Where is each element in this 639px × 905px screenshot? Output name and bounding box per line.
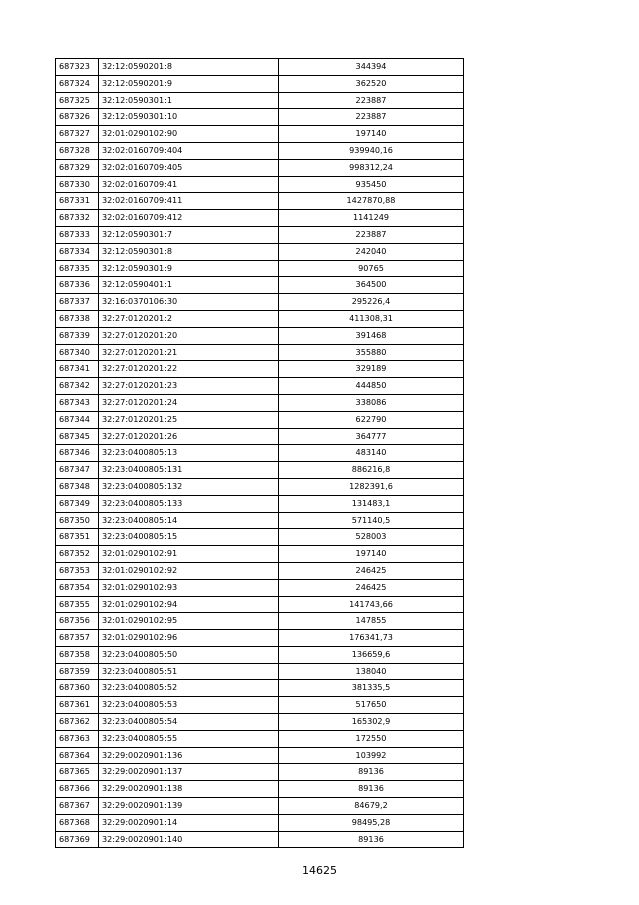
table-row	[56, 831, 464, 848]
cadastral-number-cell: 32:01:0290102:94	[99, 596, 279, 613]
cadastral-number-cell: 32:23:0400805:132	[99, 478, 279, 495]
row-id-cell: 687356	[56, 613, 99, 630]
row-id-cell: 687327	[56, 126, 99, 143]
value-cell: 338086	[279, 394, 464, 411]
row-id-cell: 687364	[56, 747, 99, 764]
row-id-cell: 687331	[56, 193, 99, 210]
value-cell: 242040	[279, 243, 464, 260]
cadastral-number-cell: 32:29:0020901:14	[99, 814, 279, 831]
table-row	[56, 512, 464, 529]
value-cell: 131483,1	[279, 495, 464, 512]
cadastral-number-cell: 32:23:0400805:131	[99, 462, 279, 479]
value-cell: 622790	[279, 411, 464, 428]
value-cell: 84679,2	[279, 798, 464, 815]
table-row	[56, 310, 464, 327]
row-id-cell: 687366	[56, 781, 99, 798]
value-cell: 197140	[279, 546, 464, 563]
cadastral-number-cell: 32:01:0290102:96	[99, 630, 279, 647]
table-row	[56, 226, 464, 243]
table-row	[56, 764, 464, 781]
cadastral-number-cell: 32:23:0400805:52	[99, 680, 279, 697]
table-body	[56, 59, 464, 848]
value-cell: 391468	[279, 327, 464, 344]
cadastral-number-cell: 32:27:0120201:21	[99, 344, 279, 361]
row-id-cell: 687344	[56, 411, 99, 428]
cadastral-number-cell: 32:23:0400805:55	[99, 730, 279, 747]
table-row	[56, 159, 464, 176]
table-row	[56, 378, 464, 395]
row-id-cell: 687350	[56, 512, 99, 529]
value-cell: 362520	[279, 75, 464, 92]
value-cell: 935450	[279, 176, 464, 193]
table-row	[56, 428, 464, 445]
value-cell: 197140	[279, 126, 464, 143]
value-cell: 355880	[279, 344, 464, 361]
table-row	[56, 243, 464, 260]
table-row	[56, 411, 464, 428]
table-row	[56, 747, 464, 764]
table-row	[56, 546, 464, 563]
value-cell: 1427870,88	[279, 193, 464, 210]
row-id-cell: 687349	[56, 495, 99, 512]
table-row	[56, 260, 464, 277]
row-id-cell: 687332	[56, 210, 99, 227]
cadastral-number-cell: 32:27:0120201:26	[99, 428, 279, 445]
table-row	[56, 193, 464, 210]
row-id-cell: 687365	[56, 764, 99, 781]
table-row	[56, 126, 464, 143]
row-id-cell: 687341	[56, 361, 99, 378]
value-cell: 103992	[279, 747, 464, 764]
cadastral-number-cell: 32:12:0590301:10	[99, 109, 279, 126]
table-row	[56, 59, 464, 76]
cadastral-number-cell: 32:23:0400805:133	[99, 495, 279, 512]
cadastral-number-cell: 32:12:0590201:8	[99, 59, 279, 76]
value-cell: 172550	[279, 730, 464, 747]
table-row	[56, 714, 464, 731]
value-cell: 141743,66	[279, 596, 464, 613]
row-id-cell: 687325	[56, 92, 99, 109]
row-id-cell: 687351	[56, 529, 99, 546]
cadastral-number-cell: 32:29:0020901:137	[99, 764, 279, 781]
row-id-cell: 687368	[56, 814, 99, 831]
row-id-cell: 687324	[56, 75, 99, 92]
row-id-cell: 687345	[56, 428, 99, 445]
cadastral-number-cell: 32:29:0020901:136	[99, 747, 279, 764]
cadastral-number-cell: 32:27:0120201:23	[99, 378, 279, 395]
row-id-cell: 687352	[56, 546, 99, 563]
cadastral-number-cell: 32:29:0020901:138	[99, 781, 279, 798]
table-row	[56, 529, 464, 546]
row-id-cell: 687347	[56, 462, 99, 479]
table-row	[56, 730, 464, 747]
cadastral-number-cell: 32:02:0160709:411	[99, 193, 279, 210]
value-cell: 295226,4	[279, 294, 464, 311]
table-row	[56, 495, 464, 512]
table-row	[56, 613, 464, 630]
value-cell: 364777	[279, 428, 464, 445]
value-cell: 939940,16	[279, 142, 464, 159]
row-id-cell: 687333	[56, 226, 99, 243]
value-cell: 528003	[279, 529, 464, 546]
table-row	[56, 579, 464, 596]
table-row	[56, 697, 464, 714]
table-row	[56, 478, 464, 495]
row-id-cell: 687360	[56, 680, 99, 697]
table-row	[56, 75, 464, 92]
cadastral-number-cell: 32:12:0590301:8	[99, 243, 279, 260]
cadastral-number-cell: 32:16:0370106:30	[99, 294, 279, 311]
cadastral-number-cell: 32:12:0590301:1	[99, 92, 279, 109]
value-cell: 223887	[279, 109, 464, 126]
value-cell: 138040	[279, 663, 464, 680]
cadastral-number-cell: 32:23:0400805:13	[99, 445, 279, 462]
value-cell: 483140	[279, 445, 464, 462]
value-cell: 176341,73	[279, 630, 464, 647]
cadastral-number-cell: 32:01:0290102:90	[99, 126, 279, 143]
cadastral-number-cell: 32:23:0400805:51	[99, 663, 279, 680]
row-id-cell: 687336	[56, 277, 99, 294]
row-id-cell: 687340	[56, 344, 99, 361]
table-row	[56, 663, 464, 680]
row-id-cell: 687361	[56, 697, 99, 714]
row-id-cell: 687348	[56, 478, 99, 495]
table-row	[56, 562, 464, 579]
row-id-cell: 687335	[56, 260, 99, 277]
cadastral-number-cell: 32:27:0120201:20	[99, 327, 279, 344]
value-cell: 364500	[279, 277, 464, 294]
row-id-cell: 687330	[56, 176, 99, 193]
value-cell: 98495,28	[279, 814, 464, 831]
row-id-cell: 687334	[56, 243, 99, 260]
row-id-cell: 687359	[56, 663, 99, 680]
row-id-cell: 687343	[56, 394, 99, 411]
cadastral-value-table	[55, 58, 464, 848]
table-row	[56, 394, 464, 411]
cadastral-number-cell: 32:27:0120201:22	[99, 361, 279, 378]
cadastral-number-cell: 32:27:0120201:24	[99, 394, 279, 411]
value-cell: 147855	[279, 613, 464, 630]
row-id-cell: 687355	[56, 596, 99, 613]
cadastral-number-cell: 32:12:0590301:7	[99, 226, 279, 243]
row-id-cell: 687328	[56, 142, 99, 159]
row-id-cell: 687339	[56, 327, 99, 344]
cadastral-number-cell: 32:01:0290102:92	[99, 562, 279, 579]
row-id-cell: 687326	[56, 109, 99, 126]
value-cell: 246425	[279, 562, 464, 579]
value-cell: 886216,8	[279, 462, 464, 479]
row-id-cell: 687369	[56, 831, 99, 848]
cadastral-number-cell: 32:29:0020901:139	[99, 798, 279, 815]
cadastral-number-cell: 32:12:0590201:9	[99, 75, 279, 92]
row-id-cell: 687357	[56, 630, 99, 647]
table-row	[56, 176, 464, 193]
row-id-cell: 687367	[56, 798, 99, 815]
table-row	[56, 630, 464, 647]
value-cell: 246425	[279, 579, 464, 596]
table-row	[56, 344, 464, 361]
table-row	[56, 798, 464, 815]
cadastral-number-cell: 32:23:0400805:15	[99, 529, 279, 546]
page-number: 14625	[302, 864, 337, 877]
value-cell: 89136	[279, 764, 464, 781]
cadastral-number-cell: 32:01:0290102:91	[99, 546, 279, 563]
row-id-cell: 687358	[56, 646, 99, 663]
cadastral-number-cell: 32:23:0400805:50	[99, 646, 279, 663]
table-row	[56, 596, 464, 613]
cadastral-number-cell: 32:02:0160709:404	[99, 142, 279, 159]
table-row	[56, 294, 464, 311]
row-id-cell: 687354	[56, 579, 99, 596]
value-cell: 329189	[279, 361, 464, 378]
table-row	[56, 142, 464, 159]
table-row	[56, 680, 464, 697]
row-id-cell: 687346	[56, 445, 99, 462]
value-cell: 411308,31	[279, 310, 464, 327]
value-cell: 223887	[279, 92, 464, 109]
row-id-cell: 687353	[56, 562, 99, 579]
table-row	[56, 445, 464, 462]
cadastral-number-cell: 32:27:0120201:2	[99, 310, 279, 327]
row-id-cell: 687323	[56, 59, 99, 76]
value-cell: 517650	[279, 697, 464, 714]
value-cell: 89136	[279, 781, 464, 798]
table-row	[56, 92, 464, 109]
value-cell: 1141249	[279, 210, 464, 227]
cadastral-number-cell: 32:12:0590401:1	[99, 277, 279, 294]
row-id-cell: 687363	[56, 730, 99, 747]
value-cell: 89136	[279, 831, 464, 848]
row-id-cell: 687337	[56, 294, 99, 311]
row-id-cell: 687362	[56, 714, 99, 731]
value-cell: 90765	[279, 260, 464, 277]
cadastral-number-cell: 32:23:0400805:14	[99, 512, 279, 529]
cadastral-number-cell: 32:02:0160709:41	[99, 176, 279, 193]
table-row	[56, 109, 464, 126]
cadastral-number-cell: 32:01:0290102:95	[99, 613, 279, 630]
cadastral-number-cell: 32:23:0400805:54	[99, 714, 279, 731]
value-cell: 136659,6	[279, 646, 464, 663]
value-cell: 1282391,6	[279, 478, 464, 495]
table-row	[56, 210, 464, 227]
row-id-cell: 687342	[56, 378, 99, 395]
cadastral-number-cell: 32:01:0290102:93	[99, 579, 279, 596]
table-row	[56, 814, 464, 831]
value-cell: 223887	[279, 226, 464, 243]
cadastral-number-cell: 32:29:0020901:140	[99, 831, 279, 848]
cadastral-number-cell: 32:27:0120201:25	[99, 411, 279, 428]
value-cell: 344394	[279, 59, 464, 76]
cadastral-number-cell: 32:02:0160709:405	[99, 159, 279, 176]
cadastral-number-cell: 32:23:0400805:53	[99, 697, 279, 714]
row-id-cell: 687338	[56, 310, 99, 327]
table-row	[56, 361, 464, 378]
value-cell: 444850	[279, 378, 464, 395]
table-row	[56, 327, 464, 344]
table-row	[56, 781, 464, 798]
table-row	[56, 462, 464, 479]
table-row	[56, 646, 464, 663]
cadastral-number-cell: 32:12:0590301:9	[99, 260, 279, 277]
value-cell: 165302,9	[279, 714, 464, 731]
value-cell: 381335,5	[279, 680, 464, 697]
row-id-cell: 687329	[56, 159, 99, 176]
cadastral-number-cell: 32:02:0160709:412	[99, 210, 279, 227]
table-row	[56, 277, 464, 294]
value-cell: 998312,24	[279, 159, 464, 176]
value-cell: 571140,5	[279, 512, 464, 529]
